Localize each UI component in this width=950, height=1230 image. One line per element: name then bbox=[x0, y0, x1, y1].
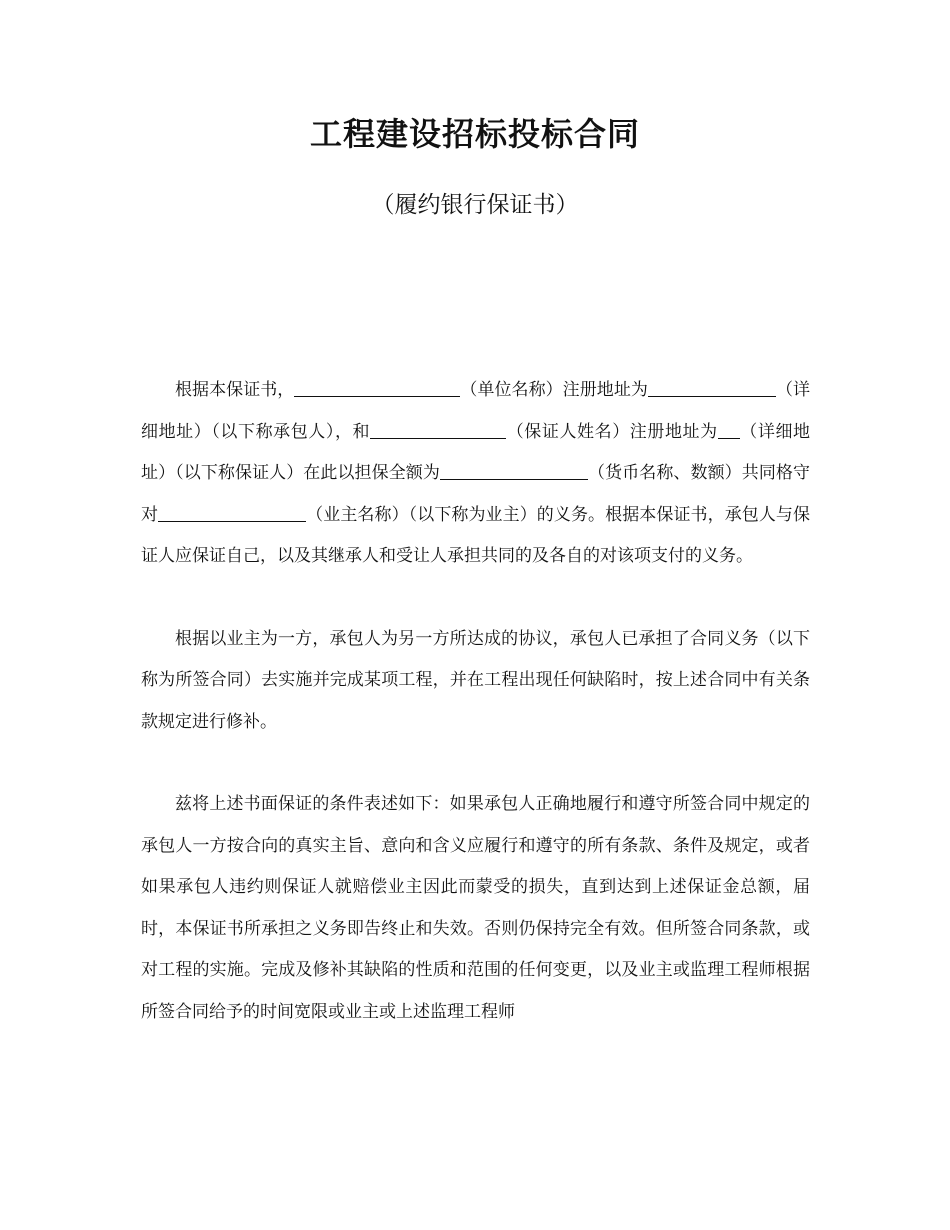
text-segment: （单位名称）注册地址为 bbox=[460, 380, 648, 400]
text-segment: （详细地址）（以下称保证人）在此以担保全额为 bbox=[141, 421, 811, 483]
paragraph-guarantee-parties bbox=[141, 370, 810, 578]
text-segment: （保证人姓名）注册地址为 bbox=[506, 421, 718, 442]
document-body bbox=[141, 370, 810, 1033]
document-subtitle: （履约银行保证书） bbox=[371, 192, 579, 218]
blank-employer-name bbox=[158, 504, 306, 522]
paragraph-guarantee-conditions: 兹将上述书面保证的条件表述如下：如果承包人正确地履行和遵守所签合同中规定的承包人一方按合向的真实主旨、意向和含义应履行和遵守的所有条款、条件及规定，或者如果承包人违约则保证人就赔偿业主因此而蒙受的损失，直到达到上述保证金总额，届时，本保证书所承担之义务即告终止和失效。否则仍保持完全有效。但所签合同条款，或对工程的实施。完成及修补其缺陷的性质和范围的任何变更，以及业主或监理工程师根据所签合同给予的时间宽限或业主或上述监理工程师 bbox=[141, 794, 810, 1022]
text-segment: 根据本保证书， bbox=[175, 380, 295, 400]
blank-unit-name bbox=[294, 379, 460, 397]
text-segment: （业主名称）（以下称为业主）的义务。根据本保证书，承包人与保证人应保证自己，以及其继承人和受让人承担共同的及各自的对该项支付的义务。 bbox=[141, 504, 811, 566]
text-segment: （详细地址）（以下称承包人），和 bbox=[141, 380, 811, 442]
blank-contractor-address bbox=[648, 379, 776, 397]
blank-guarantor-address bbox=[718, 421, 740, 439]
blank-guarantee-amount bbox=[440, 462, 588, 480]
blank-guarantor-name bbox=[370, 421, 506, 439]
text-segment: （货币名称、数额）共同格守对 bbox=[141, 463, 811, 525]
document-title: 工程建设招标投标合同 bbox=[309, 115, 640, 153]
paragraph-contract-obligation: 根据以业主为一方，承包人为另一方所达成的协议，承包人已承担了合同义务（以下称为所签合同）去实施并完成某项工程，并在工程出现任何缺陷时，按上述合同中有关条款规定进行修补。 bbox=[141, 628, 810, 732]
